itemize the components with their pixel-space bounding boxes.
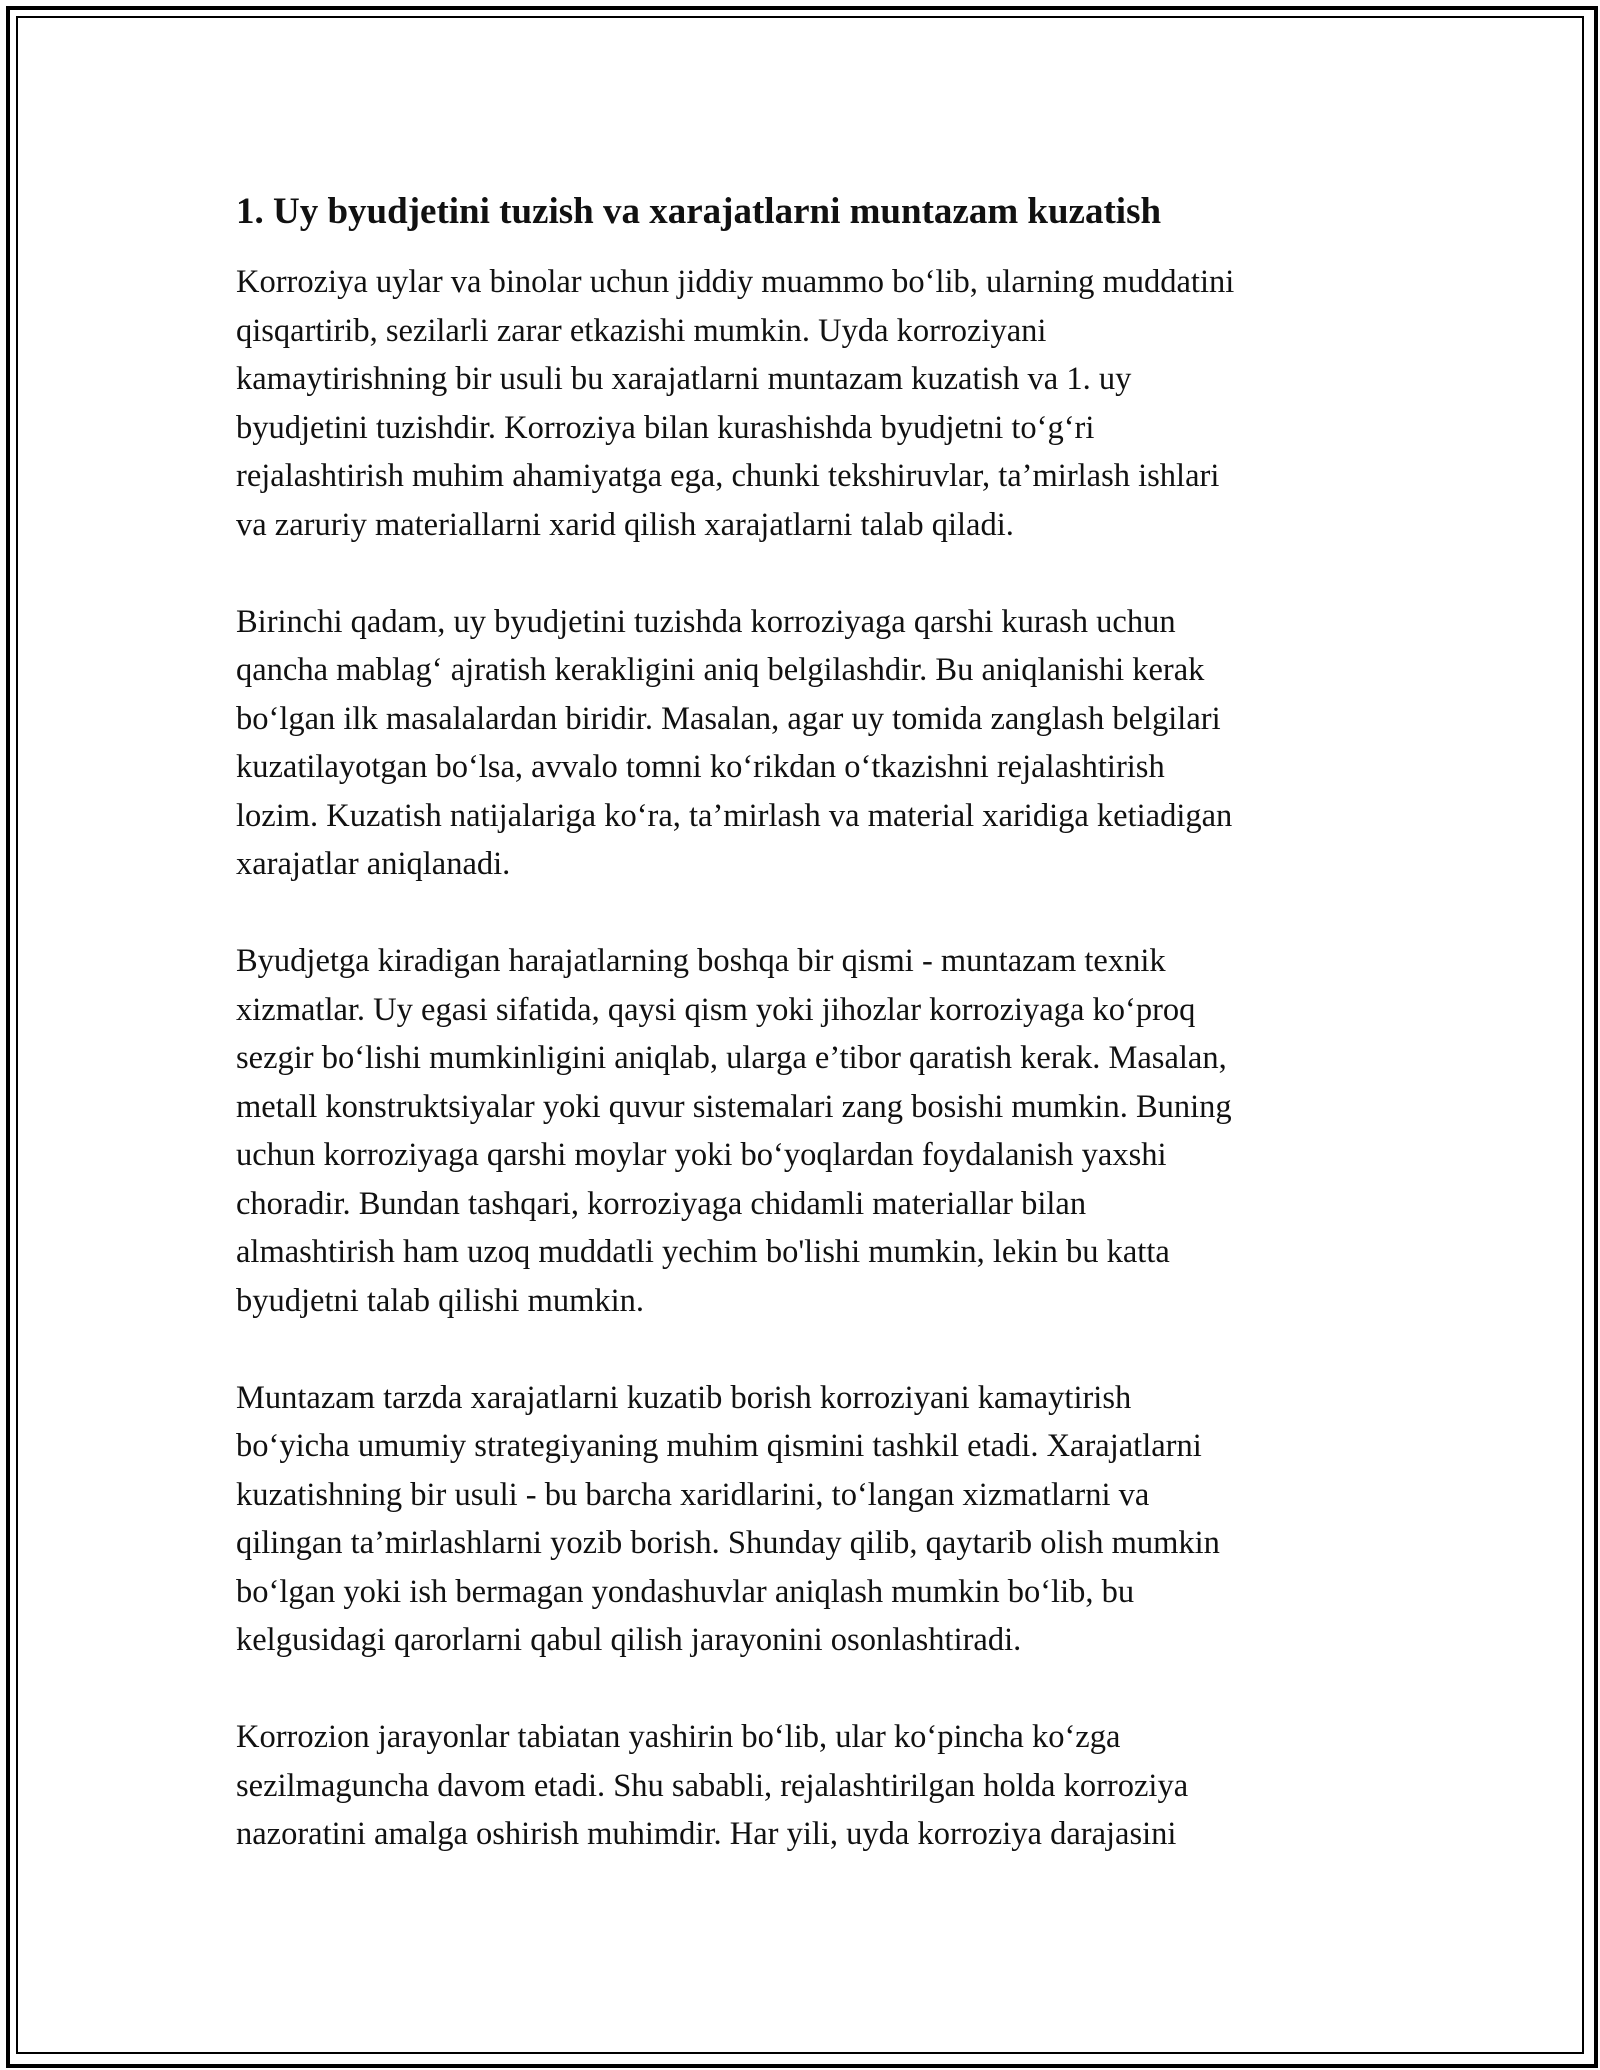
text-line: xarajatlar aniqlanadi.: [236, 846, 511, 882]
text-line: qilingan ta’mirlashlarni yozib borish. Shunday qilib, qaytarib olish mumkin: [236, 1525, 1220, 1561]
text-line: byudjetni talab qilishi mumkin.: [236, 1282, 645, 1319]
document-body: [236, 186, 1366, 1907]
text-line: nazoratini amalga oshirish muhimdir. Har yili, uyda korroziya darajasini: [236, 1816, 1177, 1852]
text-line: Korroziya uylar va binolar uchun jiddiy muammo bo‘lib, ularning muddatini: [236, 264, 1235, 300]
text-line: kelgusidagi qarorlarni qabul qilish jarayonini osonlashtiradi.: [236, 1622, 1022, 1658]
text-line: byudjetini tuzishdir. Korroziya bilan kurashishda byudjetni to‘g‘ri: [236, 409, 1095, 446]
text-line: kuzatishning bir usuli - bu barcha xaridlarini, to‘langan xizmatlarni va: [236, 1476, 1150, 1513]
text-line: rejalashtirish muhim ahamiyatga ega, chunki tekshiruvlar, ta’mirlash ishlari: [236, 458, 1220, 494]
text-line: va zaruriy materiallarni xarid qilish xarajatlarni talab qiladi.: [236, 506, 1014, 543]
text-line: sezgir bo‘lishi mumkinligini aniqlab, ularga e’tibor qaratish kerak. Masalan,: [236, 1040, 1227, 1076]
paragraph-3: [236, 937, 1366, 1325]
paragraph-1: [236, 258, 1366, 549]
text-line: Muntazam tarzda xarajatlarni kuzatib borish korroziyani kamaytirish: [236, 1379, 1132, 1416]
text-line: bo‘yicha umumiy strategiyaning muhim qismini tashkil etadi. Xarajatlarni: [236, 1428, 1202, 1464]
text-line: qisqartirib, sezilarli zarar etkazishi mumkin. Uyda korroziyani: [236, 312, 1047, 349]
text-line: xizmatlar. Uy egasi sifatida, qaysi qism yoki jihozlar korroziyaga ko‘proq: [236, 991, 1196, 1028]
text-line: bo‘lgan yoki ish bermagan yondashuvlar aniqlash mumkin bo‘lib, bu: [236, 1573, 1135, 1610]
paragraph-4: [236, 1374, 1366, 1665]
text-line: sezilmaguncha davom etadi. Shu sababli, rejalashtirilgan holda korroziya: [236, 1767, 1189, 1804]
text-line: almashtirish ham uzoq muddatli yechim bo'lishi mumkin, lekin bu katta: [236, 1234, 1170, 1270]
text-line: Korrozion jarayonlar tabiatan yashirin bo‘lib, ular ko‘pincha ko‘zga: [236, 1719, 1121, 1755]
paragraph-5: [236, 1713, 1366, 1859]
text-line: lozim. Kuzatish natijalariga ko‘ra, ta’mirlash va material xaridiga ketiadigan: [236, 797, 1233, 834]
text-line: Byudjetga kiradigan harajatlarning boshqa bir qismi - muntazam texnik: [236, 943, 1166, 979]
text-line: qancha mablag‘ ajratish kerakligini aniq belgilashdir. Bu aniqlanishi kerak: [236, 652, 1205, 688]
text-line: kuzatilayotgan bo‘lsa, avvalo tomni ko‘rikdan o‘tkazishni rejalashtirish: [236, 749, 1165, 785]
text-line: Birinchi qadam, uy byudjetini tuzishda korroziyaga qarshi kurash uchun: [236, 603, 1176, 640]
text-line: uchun korroziyaga qarshi moylar yoki bo‘yoqlardan foydalanish yaxshi: [236, 1137, 1167, 1173]
section-heading: 1. Uy byudjetini tuzish va xarajatlarni muntazam kuzatish: [236, 191, 1162, 232]
text-line: metall konstruktsiyalar yoki quvur sistemalari zang bosishi mumkin. Buning: [236, 1088, 1232, 1125]
text-line: bo‘lgan ilk masalalardan biridir. Masalan, agar uy tomida zanglash belgilari: [236, 700, 1221, 737]
paragraph-2: [236, 598, 1366, 889]
text-line: kamaytirishning bir usuli bu xarajatlarni muntazam kuzatish va 1. uy: [236, 361, 1132, 397]
text-line: choradir. Bundan tashqari, korroziyaga chidamli materiallar bilan: [236, 1185, 1087, 1222]
